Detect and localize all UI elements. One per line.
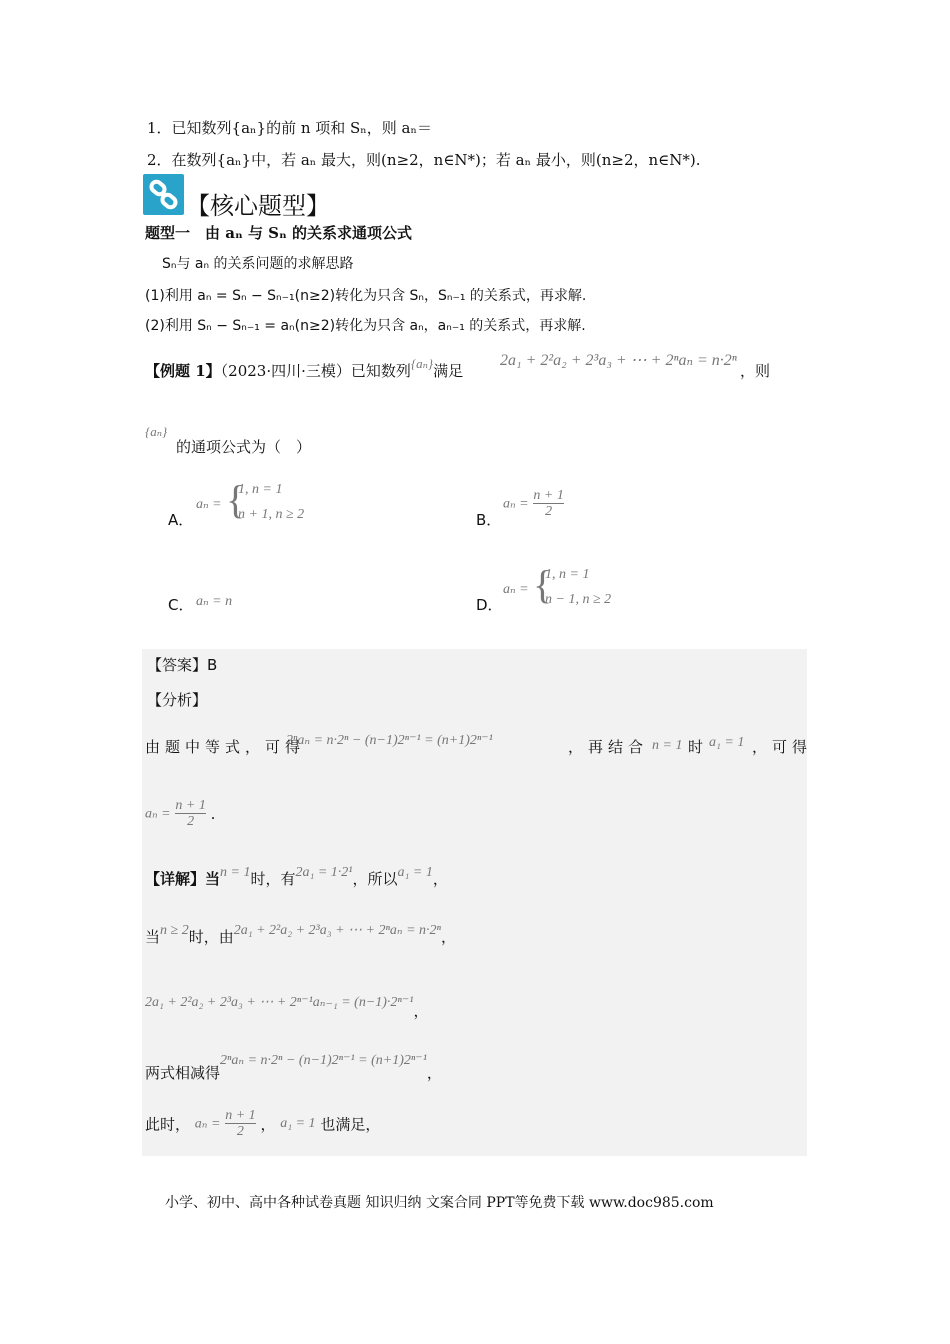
intro-line-2: 2．在数列{aₙ}中，若 aₙ 最大，则(n≥2，n∈N*)；若 aₙ 最小，则(n≥2，n∈N*). xyxy=(147,151,701,169)
option-d-case-2: n − 1, n ≥ 2 xyxy=(545,592,612,607)
line3-eq: 2a₁ + 2²a₂ + 2³a₃ + ⋯ + 2ⁿ⁻¹aₙ₋₁ = (n−1)·2ⁿ⁻¹ xyxy=(145,995,414,1010)
option-b-expr xyxy=(503,488,564,520)
option-b-den: 2 xyxy=(545,504,553,520)
detail-text-2: ，所以 xyxy=(352,870,398,888)
line5-lhs: aₙ = xyxy=(194,1116,221,1132)
option-a-case-1: 1, n = 1 xyxy=(238,482,283,497)
line2-text-3: ， xyxy=(440,928,456,946)
example-line xyxy=(145,356,464,381)
analysis-result-num: n + 1 xyxy=(175,798,206,813)
analysis-end: . xyxy=(210,804,216,823)
analysis-text-4: ，可得 xyxy=(752,738,813,756)
detail-line-1 xyxy=(145,865,448,889)
example-equation: 2a₁ + 2²a₂ + 2³a₃ + ⋯ + 2ⁿaₙ = n·2ⁿ xyxy=(500,352,737,369)
analysis-result xyxy=(145,798,215,830)
method-step-2: (2)利用 Sₙ − Sₙ₋₁ = aₙ(n≥2)转化为只含 aₙ，aₙ₋₁ 的关系式，再求解. xyxy=(145,318,586,334)
option-c-label: C． xyxy=(168,596,194,614)
option-b-lhs: aₙ = xyxy=(503,496,529,512)
line5-text-3: 也满足， xyxy=(320,1115,381,1134)
detail-line-5 xyxy=(145,1108,380,1140)
analysis-result-den: 2 xyxy=(187,814,195,830)
option-d-label: D． xyxy=(476,596,503,614)
analysis-label: 【分析】 xyxy=(147,691,208,709)
option-a-brace: { xyxy=(226,477,246,522)
detail-line-2 xyxy=(145,923,456,947)
example-then: ，则 xyxy=(740,362,771,380)
analysis-result-lhs: aₙ = xyxy=(145,806,171,822)
method-intro: Sₙ与 aₙ 的关系问题的求解思路 xyxy=(162,256,354,272)
option-b-label: B． xyxy=(476,511,502,529)
example-satisfy: 满足 xyxy=(433,362,464,380)
line2-text-2: 时，由 xyxy=(188,928,234,946)
line4-text-2: ， xyxy=(426,1064,442,1082)
detail-line-4 xyxy=(145,1053,442,1083)
line4-text-1: 两式相减得 xyxy=(145,1064,221,1082)
option-a-case-2: n + 1, n ≥ 2 xyxy=(238,507,305,522)
option-d-brace: { xyxy=(533,562,553,607)
example-question: 的通项公式为（ ） xyxy=(176,438,312,456)
analysis-eq-2: n = 1 xyxy=(652,738,683,753)
analysis-eq-1: 2ⁿaₙ = n·2ⁿ − (n−1)2ⁿ⁻¹ = (n+1)2ⁿ⁻¹ xyxy=(286,733,493,748)
analysis-text-3: 时 xyxy=(688,738,704,756)
line2-eq-2: 2a₁ + 2²a₂ + 2³a₃ + ⋯ + 2ⁿaₙ = n·2ⁿ xyxy=(233,923,441,938)
example-source: （2023·四川·三模）已知数列 xyxy=(220,362,411,380)
option-d-lhs: aₙ = xyxy=(503,582,529,597)
option-c-expr: aₙ = n xyxy=(196,594,233,609)
line2-eq-1: n ≥ 2 xyxy=(160,923,189,938)
method-step-1: (1)利用 aₙ = Sₙ − Sₙ₋₁(n≥2)转化为只含 Sₙ，Sₙ₋₁ 的关系式，再求解. xyxy=(145,288,587,304)
option-b-num: n + 1 xyxy=(533,488,564,503)
detail-line-3 xyxy=(145,990,429,1020)
type-title: 题型一 由 aₙ 与 Sₙ 的关系求通项公式 xyxy=(145,224,413,242)
example-label: 【例题 1】 xyxy=(145,362,221,380)
line2-text-1: 当 xyxy=(145,928,161,946)
line5-eq-2: a₁ = 1 xyxy=(280,1115,316,1131)
line4-eq: 2ⁿaₙ = n·2ⁿ − (n−1)2ⁿ⁻¹ = (n+1)2ⁿ⁻¹ xyxy=(220,1053,427,1068)
option-d-case-1: 1, n = 1 xyxy=(545,567,590,582)
detail-eq-3: a₁ = 1 xyxy=(397,865,433,880)
detail-eq-1: n = 1 xyxy=(220,865,251,880)
line3-text: ， xyxy=(413,1002,429,1020)
analysis-text-2: ，再结合 xyxy=(568,738,649,756)
line5-den: 2 xyxy=(236,1124,244,1140)
footer-text: 小学、初中、高中各种试卷真题 知识归纳 文案合同 PPT等免费下载 www.doc985.com xyxy=(165,1195,714,1211)
analysis-eq-3: a₁ = 1 xyxy=(709,735,745,750)
analysis-text-1: 由题中等式，可得 xyxy=(145,738,306,756)
detail-text-1: 时，有 xyxy=(250,870,296,888)
example-seq-2: {aₙ} xyxy=(145,424,168,439)
intro-line-1: 1．已知数列{aₙ}的前 n 项和 Sₙ，则 aₙ＝ xyxy=(147,119,432,137)
section-title: 【核心题型】 xyxy=(186,192,330,220)
option-a-label: A． xyxy=(168,511,194,529)
detail-text-3: ， xyxy=(432,870,448,888)
example-seq: {aₙ} xyxy=(410,356,434,371)
answer: 【答案】B xyxy=(147,656,218,674)
link-icon xyxy=(143,174,184,215)
line5-text-1: 此时， xyxy=(145,1115,191,1134)
line5-text-2: ， xyxy=(260,1115,276,1134)
line5-num: n + 1 xyxy=(225,1108,256,1123)
detail-eq-2: 2a₁ = 1·2¹ xyxy=(295,865,353,880)
detail-label: 【详解】当 xyxy=(145,870,221,888)
option-a-lhs: aₙ = xyxy=(196,497,222,512)
